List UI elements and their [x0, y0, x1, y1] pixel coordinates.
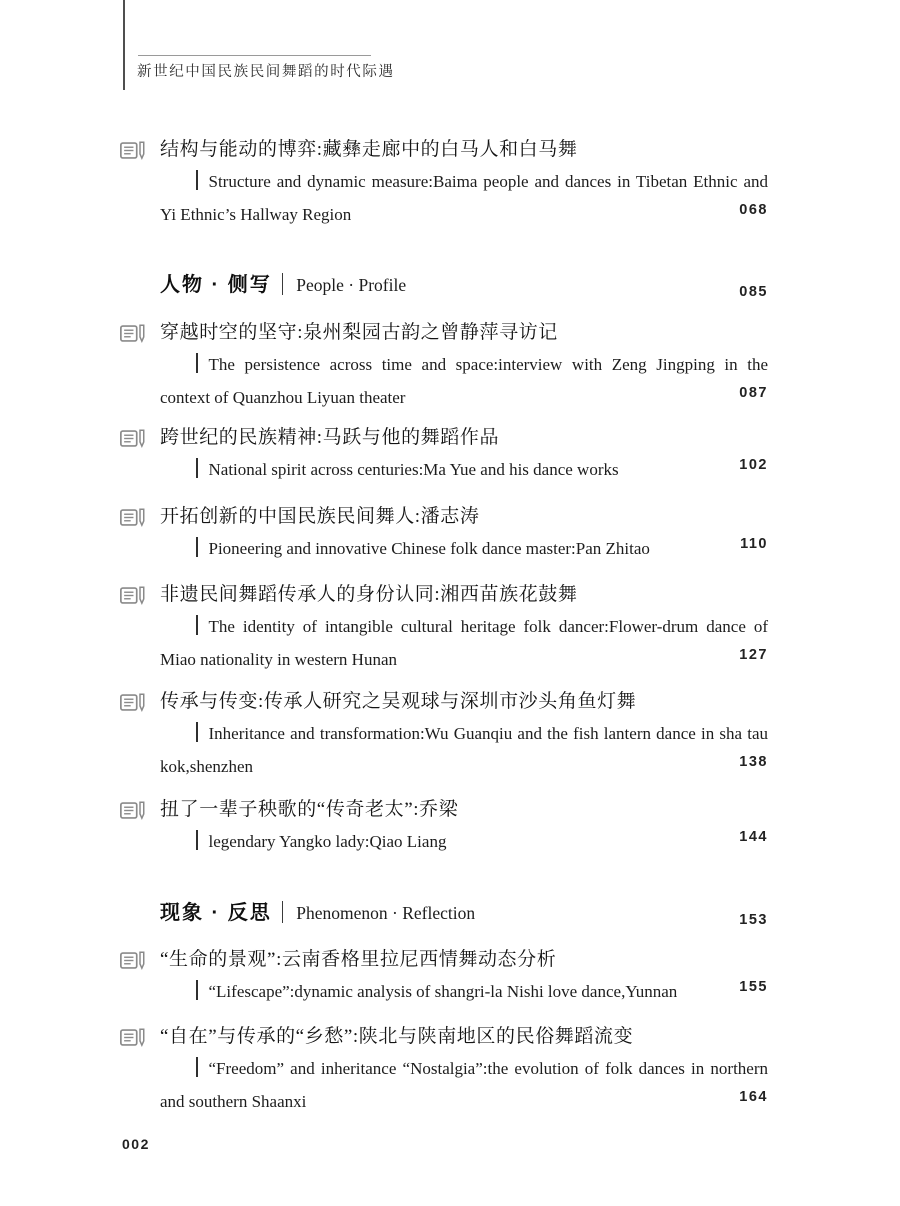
entry-page-number: 144	[739, 829, 768, 845]
toc-entry	[0, 578, 900, 676]
entry-page-number: 164	[739, 1088, 768, 1105]
book-pen-icon	[119, 140, 147, 161]
toc-entry	[0, 1020, 900, 1118]
entry-subtitle-text: National spirit across centuries:Ma Yue and his dance works	[208, 460, 619, 479]
toc-entry	[0, 316, 900, 414]
entry-subtitle-text: Pioneering and innovative Chinese folk dance master:Pan Zhitao	[208, 539, 650, 558]
entry-subtitle-en	[160, 349, 768, 414]
entry-title-zh: 传承与传变:传承人研究之吴观球与深圳市沙头角鱼灯舞	[160, 691, 637, 712]
entry-title-zh: 扭了一辈子秧歌的“传奇老太”:乔梁	[160, 799, 459, 820]
entry-page-number: 155	[739, 979, 768, 995]
toc-entry	[0, 133, 900, 231]
toc-section-header	[160, 269, 768, 303]
entry-subtitle-text: “Lifescape”:dynamic analysis of shangri-la Nishi love dance,Yunnan	[208, 982, 678, 1001]
entry-subtitle-en	[160, 976, 768, 1009]
entry-subtitle-en	[160, 611, 768, 676]
book-pen-icon	[119, 507, 147, 528]
subtitle-bar-icon	[196, 537, 198, 557]
entry-subtitle-text: The persistence across time and space:interview with Zeng Jingping in the context of Quanzhou Liyuan theater	[160, 355, 768, 407]
separator-bar	[282, 273, 284, 295]
book-pen-icon	[119, 428, 147, 449]
entry-page-number: 110	[740, 536, 768, 552]
toc-section-header	[160, 897, 768, 931]
entry-subtitle-text: Inheritance and transformation:Wu Guanqiu and the fish lantern dance in sha tau kok,shenzhen	[160, 724, 768, 776]
toc-entry	[0, 793, 900, 859]
entry-subtitle-en	[160, 826, 768, 859]
entry-subtitle-text: Structure and dynamic measure:Baima people and dances in Tibetan Ethnic and Yi Ethnic’s Hallway Region	[160, 172, 768, 224]
separator-bar	[282, 901, 284, 923]
entry-page-number: 138	[739, 753, 768, 770]
entry-title-zh: 跨世纪的民族精神:马跃与他的舞蹈作品	[160, 427, 500, 448]
section-page-number: 153	[739, 912, 768, 928]
book-pen-icon	[119, 800, 147, 821]
entry-title-zh: “自在”与传承的“乡愁”:陕北与陕南地区的民俗舞蹈流变	[160, 1026, 634, 1047]
entry-subtitle-text: The identity of intangible cultural heritage folk dancer:Flower-drum dance of Miao nationality in western Hunan	[160, 617, 768, 669]
entry-subtitle-en	[160, 718, 768, 783]
book-pen-icon	[119, 585, 147, 606]
entry-page-number: 068	[739, 201, 768, 218]
running-header-title: 新世纪中国民族民间舞蹈的时代际遇	[137, 64, 395, 80]
page-folio-number: 002	[122, 1136, 150, 1152]
left-margin-rule	[123, 0, 125, 90]
subtitle-bar-icon	[196, 1057, 198, 1077]
book-pen-icon	[119, 950, 147, 971]
section-title-zh: 现象 · 反思	[160, 902, 272, 924]
entry-subtitle-en	[160, 454, 768, 487]
entry-subtitle-text: “Freedom” and inheritance “Nostalgia”:the evolution of folk dances in northern and southern Shaanxi	[160, 1059, 768, 1111]
toc-entry	[0, 685, 900, 783]
toc-entry	[0, 943, 900, 1009]
entry-subtitle-en	[160, 533, 768, 566]
entry-page-number: 127	[739, 646, 768, 663]
subtitle-bar-icon	[196, 615, 198, 635]
section-page-number: 085	[739, 284, 768, 300]
entry-page-number: 102	[739, 457, 768, 473]
entry-subtitle-text: legendary Yangko lady:Qiao Liang	[208, 832, 447, 851]
book-pen-icon	[119, 692, 147, 713]
toc-entry	[0, 500, 900, 566]
subtitle-bar-icon	[196, 980, 198, 1000]
subtitle-bar-icon	[196, 458, 198, 478]
section-title-zh: 人物 · 侧写	[160, 274, 272, 296]
section-title-en: People · Profile	[296, 275, 407, 295]
section-title-en: Phenomenon · Reflection	[296, 903, 476, 923]
subtitle-bar-icon	[196, 830, 198, 850]
subtitle-bar-icon	[196, 353, 198, 373]
book-pen-icon	[119, 1027, 147, 1048]
subtitle-bar-icon	[196, 170, 198, 190]
entry-title-zh: 结构与能动的博弈:藏彝走廊中的白马人和白马舞	[160, 139, 578, 160]
entry-title-zh: 穿越时空的坚守:泉州梨园古韵之曾静萍寻访记	[160, 322, 558, 343]
book-pen-icon	[119, 323, 147, 344]
entry-subtitle-en	[160, 166, 768, 231]
running-header-rule	[138, 55, 371, 56]
subtitle-bar-icon	[196, 722, 198, 742]
toc-entry	[0, 421, 900, 487]
entry-subtitle-en	[160, 1053, 768, 1118]
entry-title-zh: “生命的景观”:云南香格里拉尼西情舞动态分析	[160, 949, 557, 970]
entry-title-zh: 开拓创新的中国民族民间舞人:潘志涛	[160, 506, 480, 527]
entry-title-zh: 非遗民间舞蹈传承人的身份认同:湘西苗族花鼓舞	[160, 584, 578, 605]
entry-page-number: 087	[739, 384, 768, 401]
